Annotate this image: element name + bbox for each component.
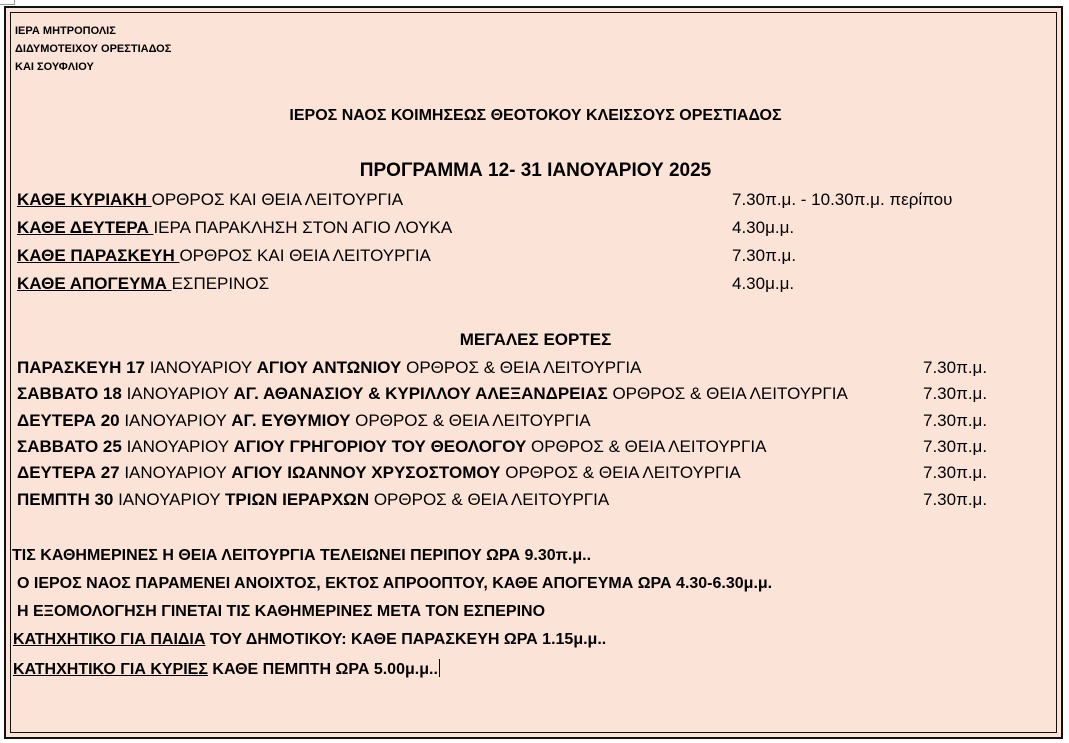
catechism-children-label: ΚΑΤΗΧΗΤΙΚΟ ΓΙΑ ΠΑΙΔΙΑ [13,631,206,648]
note-catechism-women [13,659,440,679]
feast-saint: ΑΓΙΟΥ ΓΡΗΓΟΡΙΟΥ ΤΟΥ ΘΕΟΛΟΓΟΥ [233,437,527,456]
feast-service: ΟΡΘΡΟΣ & ΘΕΙΑ ΛΕΙΤΟΥΡΓΙΑ [350,411,591,430]
text-cursor [439,659,440,677]
feast-row [17,490,609,510]
note-church-open: Ο ΙΕΡΟΣ ΝΑΟΣ ΠΑΡΑΜΕΝΕΙ ΑΝΟΙΧΤΟΣ, ΕΚΤΟΣ ΑΠΡΟΟΠΤΟΥ, ΚΑΘΕ ΑΠΟΓΕΥΜΑ ΩΡΑ 4.30-6.30μ.μ. [17,575,773,592]
feast-service: ΟΡΘΡΟΣ & ΘΕΙΑ ΛΕΙΤΟΥΡΓΙΑ [607,384,848,403]
feast-time: 7.30π.μ. [923,384,988,403]
note-catechism-children [13,631,606,649]
feast-day: ΔΕΥΤΕΡΑ 20 [17,411,120,430]
feast-day: ΣΑΒΒΑΤΟ 25 [17,437,122,456]
weekly-service: ΙΕΡΑ ΠΑΡΑΚΛΗΣΗ ΣΤΟΝ ΑΓΙΟ ΛΟΥΚΑ [153,218,453,237]
feast-time: 7.30π.μ. [923,463,988,482]
feast-month: ΙΑΝΟΥΑΡΙΟΥ [144,358,257,377]
weekly-row [17,190,403,210]
weekly-time: 7.30π.μ. - 10.30π.μ. περίπου [732,190,953,209]
weekly-time: 4.30μ.μ. [732,218,795,237]
weekly-service: ΕΣΠΕΡΙΝΟΣ [171,274,270,293]
feast-month: ΙΑΝΟΥΑΡΙΟΥ [119,411,232,430]
weekly-service: ΟΡΘΡΟΣ ΚΑΙ ΘΕΙΑ ΛΕΙΤΟΥΡΓΙΑ [179,246,431,265]
feast-month: ΙΑΝΟΥΑΡΙΟΥ [119,463,232,482]
feast-day: ΠΕΜΠΤΗ 30 [17,490,114,509]
feast-saint: ΑΓ. ΑΘΑΝΑΣΙΟΥ & ΚΥΡΙΛΛΟΥ ΑΛΕΞΑΝΔΡΕΙΑΣ [233,384,608,403]
weekly-time: 4.30μ.μ. [732,274,795,293]
catechism-women-label: ΚΑΤΗΧΗΤΙΚΟ ΓΙΑ ΚΥΡΙΕΣ [13,661,208,678]
catechism-women-text: ΚΑΘΕ ΠΕΜΠΤΗ ΩΡΑ 5.00μ.μ.. [207,661,438,678]
feast-saint: ΑΓ. ΕΥΘΥΜΙΟΥ [231,411,351,430]
feast-saint: ΑΓΙΟΥ ΙΩΑΝΝΟΥ ΧΡΥΣΟΣΤΟΜΟΥ [231,463,501,482]
feast-row [17,437,766,457]
weekly-row [17,274,269,294]
feast-row [17,411,591,431]
feast-day: ΣΑΒΒΑΤΟ 18 [17,384,122,403]
weekly-service: ΟΡΘΡΟΣ ΚΑΙ ΘΕΙΑ ΛΕΙΤΟΥΡΓΙΑ [151,190,404,209]
weekly-row [17,246,431,266]
feast-month: ΙΑΝΟΥΑΡΙΟΥ [121,384,234,403]
catechism-children-text: ΤΟΥ ΔΗΜΟΤΙΚΟΥ: ΚΑΘΕ ΠΑΡΑΣΚΕΥΗ ΩΡΑ 1.15μ.μ.. [205,631,607,648]
feast-day: ΔΕΥΤΕΡΑ 27 [17,463,120,482]
feast-row [17,463,741,483]
feast-service: ΟΡΘΡΟΣ & ΘΕΙΑ ΛΕΙΤΟΥΡΓΙΑ [526,437,767,456]
feasts-title: ΜΕΓΑΛΕΣ ΕΟΡΤΕΣ [459,330,612,349]
header-line-1: ΙΕΡΑ ΜΗΤΡΟΠΟΛΙΣ [15,25,116,37]
header-line-2: ΔΙΔΥΜΟΤΕΙΧΟΥ ΟΡΕΣΤΙΑΔΟΣ [15,43,172,55]
feast-service: ΟΡΘΡΟΣ & ΘΕΙΑ ΛΕΙΤΟΥΡΓΙΑ [369,490,610,509]
weekly-day-label: ΚΑΘΕ ΠΑΡΑΣΚΕΥΗ [17,246,180,265]
feast-time: 7.30π.μ. [923,490,988,509]
weekly-row [17,218,452,238]
note-confession: Η ΕΞΟΜΟΛΟΓΗΣΗ ΓΙΝΕΤΑΙ ΤΙΣ ΚΑΘΗΜΕΡΙΝΕΣ ΜΕΤΑ ΤΟΝ ΕΣΠΕΡΙΝΟ [17,603,546,620]
weekly-day-label: ΚΑΘΕ ΑΠΟΓΕΥΜΑ [17,274,172,293]
church-title: ΙΕΡΟΣ ΝΑΟΣ ΚΟΙΜΗΣΕΩΣ ΘΕΟΤΟΚΟΥ ΚΛΕΙΣΣΟΥΣ ΟΡΕΣΤΙΑΔΟΣ [289,107,782,124]
weekly-time: 7.30π.μ. [732,246,797,265]
feast-service: ΟΡΘΡΟΣ & ΘΕΙΑ ΛΕΙΤΟΥΡΓΙΑ [500,463,741,482]
feast-time: 7.30π.μ. [923,358,988,377]
note-liturgy-end: ΤΙΣ ΚΑΘΗΜΕΡΙΝΕΣ Η ΘΕΙΑ ΛΕΙΤΟΥΡΓΙΑ ΤΕΛΕΙΩΝΕΙ ΠΕΡΙΠΟΥ ΩΡΑ 9.30π.μ.. [12,547,592,564]
feast-row [17,358,642,378]
program-title: ΠΡΟΓΡΑΜΜΑ 12- 31 ΙΑΝΟΥΑΡΙΟΥ 2025 [359,160,712,181]
header-line-3: ΚΑΙ ΣΟΥΦΛΙΟΥ [15,61,94,73]
weekly-day-label: ΚΑΘΕ ΔΕΥΤΕΡΑ [17,218,154,237]
document-frame [4,6,1063,739]
feast-month: ΙΑΝΟΥΑΡΙΟΥ [113,490,226,509]
feast-saint: ΤΡΙΩΝ ΙΕΡΑΡΧΩΝ [225,490,370,509]
feast-saint: ΑΓΙΟΥ ΑΝΤΩΝΙΟΥ [256,358,402,377]
weekly-day-label: ΚΑΘΕ ΚΥΡΙΑΚΗ [17,190,152,209]
feast-month: ΙΑΝΟΥΑΡΙΟΥ [121,437,234,456]
feast-time: 7.30π.μ. [923,411,988,430]
feast-row [17,384,848,404]
feast-service: ΟΡΘΡΟΣ & ΘΕΙΑ ΛΕΙΤΟΥΡΓΙΑ [401,358,642,377]
feast-time: 7.30π.μ. [923,437,988,456]
feast-day: ΠΑΡΑΣΚΕΥΗ 17 [17,358,145,377]
page-corner-mark [0,0,15,5]
